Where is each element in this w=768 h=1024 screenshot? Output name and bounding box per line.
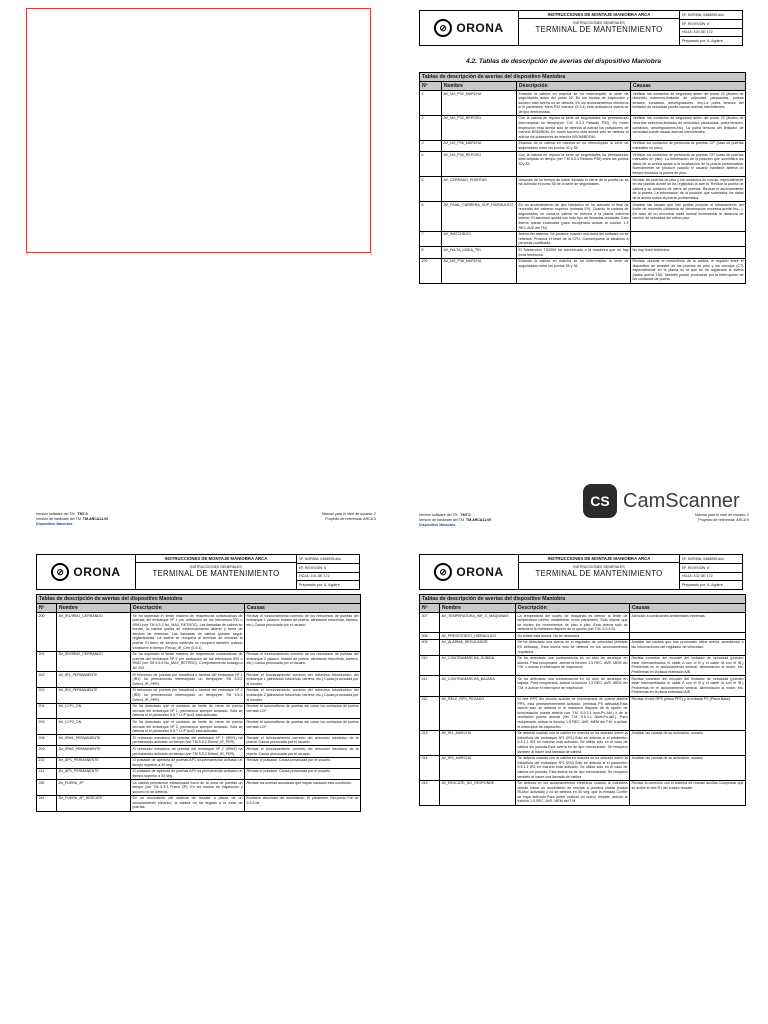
fault-name: AV_IR1_PERMANENTE	[57, 672, 131, 688]
table-row	[37, 735, 361, 746]
footer-page-99: Versión software del TM TM7.0 Manual para el nivel de usuario: 2 Versión de hardware del TM TM.ARCA11.00 Proyecto de referencia: ARCA II Dispositivo Maniobra	[36, 512, 376, 526]
fault-description: No existe esta avería. No se necesaria.	[516, 633, 630, 640]
fault-causes: Revisar, durante el movimiento de la cabina, el espacio entre el dispositivo de arrastre de las puertas de piso y los cerrojos (CT) especialmente en la planta en la que se ha registrado la avería (datos avería T.M). También puede producirse por la interrupción de los contactos de puerta	[632, 259, 744, 282]
fault-number: 8	[420, 247, 442, 258]
fault-causes: Revisar conexión del encoder del limitador de velocidad (pueden estar intercambiados el cable A con el B y el cable /A con el /B.) Problemas en el accionamiento vertical, alimentación al motor, etc. Problemas en la placa extensión A/B	[631, 676, 744, 695]
fault-causes	[631, 231, 746, 247]
fault-name: AV_IR2_MARCHA	[440, 755, 516, 780]
fault-description: Se ha detectado que el contacto de límite de cierre de puerta cerrada del embarque Nº 1, permanece siempre activado. Sólo se detecta si el parámetro 5.5.7 LCP Acc1 está activado.	[132, 704, 243, 718]
fault-name: AV_IR1/IRM1_CERRANDO	[57, 613, 131, 652]
table-row	[420, 152, 746, 177]
table-row	[420, 633, 746, 640]
fault-causes: Verificar los contactos de seguridad antes del punto 32 (finales de recorrido extremos,limitador de velocidad, paracaídas, polea tensora, contactos, amortiguadores,etc). La polea tensora del limitador de velocidad puede causar averías intermitentes.	[631, 115, 746, 140]
fault-causes: Verificar los contactos de presencia de puertas 'CP' (caso de puertas manuales en piso).	[632, 141, 744, 151]
fault-name: AV_NO_P35_REPOSO	[442, 152, 517, 177]
fault-description: Se ha detectado que el contacto de límite de cierre de puerta cerrada del embarque Nº 2, permanece siempre activado. Sólo se detecta si el parámetro 5.5.7 LCP Acc2 está activado.	[132, 719, 243, 734]
fault-number: 310	[420, 655, 440, 675]
fault-name: AV_PRESOSTATO_HIDRAULICO	[440, 633, 516, 640]
blank-region-frame	[26, 8, 371, 253]
fault-name: AV_IRM1_PERMANENTE	[57, 735, 131, 746]
fault-name: AV_IR2_PERMANENTE	[57, 687, 131, 703]
fault-causes: Revisar el funcionamiento correcto de los retrocesos de puertas del embarque 2 (atasco, estado de puerta, alineación fotocélula, barrera, etc.) Causa provocada por el usuario.	[245, 651, 361, 671]
fault-name: AV_LCP2_ON	[57, 719, 131, 735]
fault-description: Se detecta en los accionamientos eléctricos cuando la maniobra decide iniciar un movimiento de rescate a próxima planta (salida RLMov activada) y no se detecta en 30 seg. que la entrada CovRe se haya activado.Para poder realizar un nuevo rescate, activar la función 1.5 REC. AVE. MEM del T.M	[517, 781, 628, 804]
fault-description: Se ha superado el límite máximo de reaperturas consecutivas de puertas del embarque Nº 1 por activación de los retrocesos IR1 o IRM1 (ver TM 5.5.3 No_MAX_RETROC). Las llamadas de cabina se borran, la cabina queda de estacionamiento abierto y fuera de servicio de externas. Las llamadas de cabina quedan seguir registrándose. La avería se recupera al terminar de cerrarse la puerta. El fuero de servicio externas se recupera también cuando transcurre el tiempo Recup_IR_Cerr (5.5.4)	[132, 613, 243, 650]
fault-name: AV_WATCHDOG	[442, 231, 517, 247]
fault-causes: Revisar el automatismo de puertas así como los contactos de puerta cerrada LCP	[245, 703, 361, 719]
fault-causes: Revisar las averías asociadas que hayan causado esta condición.	[245, 780, 361, 796]
fault-number: 308	[420, 633, 440, 640]
fault-description: El relé RPS del circuito auxiliar de movimientos de puerta abierta PPS, esta permanentemente activado. (entrada PS activada).Esta avería solo se detecta si la maniobra dispone de la opción de isonivelación puerta abierta (ver T.M. 5.5.3.1 Ison.Pu.Abi.) o de la nivelación puerta abierta (ver T.M. 5.5.3.1 Nivel.Pu.Abi.). Para recuperarla, activar la función 1.5 REC. AVE. MEM del T.M. o activar el interruptor de inspección	[517, 697, 628, 729]
fault-table-page-102: Tablas de descripción de averías del dispositivo Maniobra Nº Nombre Descripción Causas 307 AV_TEMPERATURA_INF_C_MAQUINAS La temperatura del cuarto de máquinas es inferior al límite de temperatura inferior establecido como parámetro. Sólo impide que se inicien los movimientos de piso a piso. Esta avería sólo se detecta si la maniobra dispone de la opción (ver T.M. 5.3.4.5). Atención a condiciones ambientales extremas. 308 AV_PRESOSTATO_HIDRAULICO No existe esta avería. No se necesaria. 309 AV_ALARMA_REGULADOR Se ha detectado una avería en el regulador de velocidad (entrada E5 activada). Esta avería sólo se detecta en los accionamientos regulados. Analizar las causas que han provocado dicha avería, accediendo a las informaciones del regulador de velocidad. 310 AV_CONTRAMARCHA_SUBIDA Se ha detectado una contramarcha en un ciclo de arranque en subida. Para recuperarla, activar la función 1.5 REC. AVE. MEM del T.M. o activar el interruptor de inspección Revisar conexión del encoder del limitador de velocidad (pueden estar intercambiados el cable A con el B y el cable /A con el /B.) Problemas en el accionamiento vertical, alimentación al motor, etc. Problemas en la placa extensión A/B 311 AV_CONTRAMARCHA_BAJADA Se ha detectado una contramarcha en un ciclo de arranque en bajada. Para recuperarla, activar la función 1.5 REC. AVE. MEM del T.M. o activar el interruptor de inspección Revisar conexión del encoder del limitador de velocidad (pueden estar intercambiados el cable A con el B y el cable /A con el /B.) Problemas en el accionamiento vertical, alimentación al motor, etc. Problemas en la placa extensión A/B 312 AV_RELE_RPS_PEGADO El relé RPS del circuito auxiliar de movimientos de puerta abierta PPS, esta permanentemente activado. (entrada PS activada).Esta avería solo se detecta si la maniobra dispone de la opción de isonivelación puerta abierta (ver T.M. 5.5.3.1 Ison.Pu.Abi.) o de la nivelación puerta abierta (ver T.M. 5.5.3.1 Nivel.Pu.Abi.). Para recuperarla, activar la función 1.5 REC. AVE. MEM del T.M. o activar el interruptor de inspección Revisar el relé RPS (placa PPS) y la entrada PS (Placa Base). 313 AV_IR1_MARCHA Se detecta cuando con la cabina en marcha se ha actuado sobre la fotocélula del embarque Nº1 (IR1).Sólo se detecta si el parámetro 5.5.1.1 IR1 en marcha está activado. Se utiliza sólo en el caso de cabina sin puertas.Esta avería es de tipo memorizado. Se recupera también al hacer una llamada de cabina Analizar las causas de su activación, usuario 314 AV_IR2_MARCHA Se detecta cuando con la cabina en marcha se ha actuado sobre la fotocélula del embarque Nº2 (IR2).Sólo se detecta si el parámetro 5.5.1.1 IR2 en marcha está activado. Se utiliza sólo en el caso de cabina sin puertas. Esta avería es de tipo memorizado. Se recupera también al hacer una llamada de cabina Analizar las causas de su activación, usuario 315 AV_RESCATE_NO_RESPONDE Se detecta en los accionamientos eléctricos cuando la maniobra decide iniciar un movimiento de rescate a próxima planta (salida RLMov activada) y no se detecta en 30 seg. que la entrada CovRe se haya activado.Para poder realizar un nuevo rescate, activar la función 1.5 REC. AVE. MEM del T.M Revisar la conexión con el sistema de rescate auxiliar.Comprobar que se active el relé RJ del cuadro rescate	[419, 594, 746, 806]
fault-name: AV_AP2_PERMANENTE	[57, 768, 131, 779]
orona-logo: ⊘ ORONA	[420, 555, 519, 589]
fault-causes: Revisar el pulsador. Causa provocada por el usuario.	[245, 757, 361, 768]
table-row	[37, 719, 361, 735]
orona-logo-icon: ⊘	[434, 563, 452, 581]
fault-name: AV_IR2/IRM2_CERRANDO	[57, 651, 131, 671]
fault-name: AV_NO_P35_MARCHA	[442, 140, 517, 151]
fault-number: 204	[37, 703, 57, 719]
table-row	[37, 757, 361, 768]
fault-causes: Revisar el funcionamiento correcto del retroceso mecánico de la puerta. Causa provocada por el usuario.	[246, 735, 359, 745]
table-row	[37, 672, 361, 688]
fault-description: En un accionamiento de tipo hidráulico se ha activado el final de recorrido del extremo superior (entrada E9). Cuando la cadena de seguridades se cierra,la cabina se reenvía a la planta extrema inferior. El ascensor queda con todo tipo de llamadas anuladas. Esta avería queda enclavada (para recuperarla activar la función 1.5 REC.AVE del TM)	[518, 202, 629, 230]
section-title: 4.2. Tablas de descripción de averías del dispositivo Maniobra	[466, 58, 662, 65]
fault-number: 280	[37, 780, 57, 796]
fault-number: 3	[420, 140, 442, 151]
fault-causes: Revisar el relé RPS (placa PPS) y la entrada PS (Placa Base).	[630, 696, 746, 730]
fault-causes: Revisar conexión del encoder del limitador de velocidad (pueden estar intercambiados el cable A con el B y el cable /A con el /B.) Problemas en el accionamiento vertical, alimentación al motor, etc. Problemas en la placa extensión A/B	[631, 656, 744, 675]
fault-name: AV_NO_P32_MARCHA	[442, 91, 517, 116]
fault-causes: Revisar las puertas de piso y los contactos de cerrojo, especialmente en las plantas donde se ha registrado la avería. Revisar la puerta de cabina y su contacto de cierre de puertas. Revisar el accionamiento de la puerta. La información de la posición que suministra los datos de la avería indica la puerta problemática.	[632, 177, 744, 200]
fault-name: AV_NO_P36_MARCHA	[442, 258, 517, 283]
fault-causes: Analizar las causas que han podido producir el rebasamiento del límite de recorrido (distancia de deceleración excesiva,aceite frío...). En caso de no encontrar nada normal incrementar la distancia de cambio de velocidad del último piso	[631, 202, 746, 232]
table-row	[420, 91, 746, 116]
fault-description: El Teleservicio TS2000 ha comunicado a la maniobra que no hay línea telefónica.	[518, 247, 629, 257]
fault-causes: Revisar el funcionamiento correcto de los retrocesos de puertas del embarque 1 (atasco, estado de puerta, alineación fotocélula, barrera, etc.) Causa provocada por el usuario.	[245, 613, 361, 652]
fault-number: 312	[420, 696, 440, 730]
fault-causes: Verificar los contactos de seguridad antes del punto 32 (finales de recorrido extremos,limitador de velocidad, paracaídas, poleas tensora, contactos, amortiguadores, etc).La polea tensora del limitador de velocidad puede causar averías intermitentes.	[631, 91, 746, 116]
fault-name: AV_RELE_RPS_PEGADO	[440, 696, 516, 730]
table-row	[420, 676, 746, 696]
fault-name: AV_LCP1_ON	[57, 703, 131, 719]
fault-causes: Revisar el automatismo de puertas así como los contactos de puerta cerrada LCP	[245, 719, 361, 735]
table-row	[420, 755, 746, 780]
fault-number: 1	[420, 91, 442, 116]
fault-number: 211	[37, 768, 57, 779]
fault-description: Estando de la cabina en marcha se ha interrumpido la serie de seguridades entre los puntos 32 y 35.	[518, 141, 629, 151]
table-row	[420, 231, 746, 247]
orona-logo: ⊘ ORONA	[37, 555, 136, 589]
table-row	[37, 703, 361, 719]
table-row	[37, 746, 361, 757]
fault-name: AV_CONTRAMARCHA_SUBIDA	[440, 655, 516, 675]
fault-causes: Revisar el funcionamiento correcto del retroceso fotoeléctrico del embarque 2 (alineación fotocélula, barrera, etc.) Causa provocada por el usuario.	[246, 688, 359, 702]
fault-description: Avería del sistema. Se produce cuando una tarea del software no se refresca. Provoca el reset de la CPU. Comuníquese la situación a personal cualificado.	[518, 232, 629, 246]
fault-description: El retroceso mecánico de puertas del embarque Nº 2 (IRM2) ha permanecido activado un tiempo (ver TM 5.5.2 Detect_IR_PER).	[132, 746, 243, 756]
fault-name: AV_CERRADO_PUERTAS	[442, 177, 517, 202]
camscanner-icon: CS	[583, 484, 617, 518]
fault-name: AV_FUERA_ZP	[57, 780, 131, 796]
fault-number: 208	[37, 735, 57, 746]
fault-description: Se detecta cuando con la cabina en marcha se ha actuado sobre la fotocélula del embarque Nº1 (IR1).Sólo se detecta si el parámetro 5.5.1.1 IR1 en marcha está activado. Se utiliza sólo en el caso de cabina sin puertas.Esta avería es de tipo memorizado. Se recupera también al hacer una llamada de cabina	[517, 731, 628, 754]
table-row	[420, 696, 746, 730]
orona-logo-icon: ⊘	[434, 19, 452, 37]
fault-description: Después de un tiempo de haber iniciado el cierre de la puerta no se ha activado el punto 36 de la serie de seguridades.	[517, 177, 631, 202]
table-row	[37, 613, 361, 652]
fault-number: 209	[37, 746, 57, 757]
fault-description: Estando la cabina en marcha se ha interrumpido la serie de seguridades entre los puntos 35 y 36.	[517, 258, 631, 283]
fault-name: AV_FINAL_CARRERA_SUP_HIDRAULICO	[442, 202, 517, 232]
fault-number: 203	[37, 687, 57, 703]
table-row	[420, 202, 746, 232]
footer-page-100: Versión software del TM TM7.0 Manual para el nivel de usuario: 2 Versión de hardware del TM TM.ARCA11.00 Proyecto de referencia: ARCA II Dispositivo Maniobra	[419, 513, 749, 527]
fault-description: Con la cabina en reposo la serie de seguridades ha permanecido interrumpida un tiempo (ver T.M 5.3.3 Retardo P35) entre los puntos 32y 35.	[517, 152, 631, 177]
table-row	[420, 639, 746, 655]
table-row	[37, 780, 361, 796]
fault-table-page-101: Tablas de descripción de averías del dispositivo Maniobra Nº Nombre Descripción Causas 200 AV_IR1/IRM1_CERRANDO Se ha superado el límite máximo de reaperturas consecutivas de puertas del embarque Nº 1 por activación de los retrocesos IR1 o IRM1 (ver TM 5.5.3 No_MAX_RETROC). Las llamadas de cabina se borran, la cabina queda de estacionamiento abierto y fuera de servicio de externas. Las llamadas de cabina quedan seguir registrándose. La avería se recupera al terminar de cerrarse la puerta. El fuero de servicio externas se recupera también cuando transcurre el tiempo Recup_IR_Cerr (5.5.4) Revisar el funcionamiento correcto de los retrocesos de puertas del embarque 1 (atasco, estado de puerta, alineación fotocélula, barrera, etc.) Causa provocada por el usuario. 201 AV_IR2/IRM2_CERRANDO Se ha superado el límite máximo de reaperturas consecutivas de puertas del embarque Nº 2 por activación de los retrocesos IR2 o IRM2 (ver TM 5.5.3 No_MAX_RETROC). Comportamiento análogo a AV 200. Revisar el funcionamiento correcto de los retrocesos de puertas del embarque 2 (atasco, estado de puerta, alineación fotocélula, barrera, etc.) Causa provocada por el usuario. 202 AV_IR1_PERMANENTE El retroceso de puertas por fotocélula o barrera del embarque Nº 1 (IR1) ha permanecido interrumpido un tiempo(ver TM 5.5.2 Detect_IR_PER) Revisar el funcionamiento correcto del retroceso fotoeléctrico del embarque 1 (alineación fotocélula, barrera, etc.) Causa provocada por el usuario. 203 AV_IR2_PERMANENTE El retroceso de puertas por fotocélula o barrera del embarque Nº 2 (IR2) ha permanecido interrumpido un tiempo(ver TM 5.5.2 Detect_IR_PER) Revisar el funcionamiento correcto del retroceso fotoeléctrico del embarque 2 (alineación fotocélula, barrera, etc.) Causa provocada por el usuario. 204 AV_LCP1_ON Se ha detectado que el contacto de límite de cierre de puerta cerrada del embarque Nº 1, permanece siempre activado. Sólo se detecta si el parámetro 5.5.7 LCP Acc1 está activado. Revisar el automatismo de puertas así como los contactos de puerta cerrada LCP 205 AV_LCP2_ON Se ha detectado que el contacto de límite de cierre de puerta cerrada del embarque Nº 2, permanece siempre activado. Sólo se detecta si el parámetro 5.5.7 LCP Acc2 está activado. Revisar el automatismo de puertas así como los contactos de puerta cerrada LCP 208 AV_IRM1_PERMANENTE El retroceso mecánico de puertas del embarque Nº 1 (IRM1) ha permanecido activado un tiempo (ver TM 5.5.2 Detect_IR_PER). Revisar el funcionamiento correcto del retroceso mecánico de la puerta. Causa provocada por el usuario. 209 AV_IRM2_PERMANENTE El retroceso mecánico de puertas del embarque Nº 2 (IRM2) ha permanecido activado un tiempo (ver TM 5.5.2 Detect_IR_PER). Revisar el funcionamiento correcto del retroceso mecánico de la puerta. Causa provocada por el usuario. 210 AV_AP1_PERMANENTE El pulsador de apertura de puertas AP1 ha permanecido activado un tiempo superior a 30 seg. Revisar el pulsador. Causa provocada por el usuario. 211 AV_AP2_PERMANENTE El pulsador de apertura de puertas AP2 ha permanecido activado un tiempo superior a 30 seg. Revisar el pulsador. Causa provocada por el usuario. 280 AV_FUERA_ZP La cabina permanece estacionada fuera de la zona de puertas un tiempo (ver TM 5.3.3 Fuera ZP). En los modos de inspección y socorro no se detecta. Revisar las averías asociadas que hayan causado esta condición. 281 AV_FUERA_ZP_RESCATE En un movimiento del sistema de rescate a planta de un accionamiento eléctrico, la cabina no ha llegado a la zona de puertas. Excesivo velocidad del movimiento. El parámetro Ret.punto Fre de 5.3.3 de	[36, 594, 361, 812]
table-row	[420, 655, 746, 675]
table-row	[37, 651, 361, 671]
fault-number: 307	[420, 613, 440, 633]
camscanner-watermark: CS CamScanner	[583, 484, 740, 518]
fault-causes: Verificar los contactos de presencia de puertas 'CP' (caso de puertas manuales en piso). La información de la posición que suministra los datos de la avería,ayuda a la localización de la puerta problemática. Normalmente se produce cuando el usuario mantiene abierta un tiempo excesivo la puerta de piso.	[632, 152, 744, 175]
fault-description: Se ha superado el límite máximo de reaperturas consecutivas de puertas del embarque Nº 2 por activación de los retrocesos IR2 o IRM2 (ver TM 5.5.3 No_MAX_RETROC). Comportamiento análogo a AV 200.	[132, 652, 243, 671]
fault-name: AV_TEMPERATURA_INF_C_MAQUINAS	[440, 613, 516, 633]
orona-logo-icon: ⊘	[51, 563, 69, 581]
fault-description: El pulsador de apertura de puertas AP1 ha permanecido activado un tiempo superior a 30 seg.	[132, 758, 243, 767]
fault-number: 200	[37, 613, 57, 652]
fault-name: AV_FUERA_ZP_RESCATE	[57, 795, 131, 811]
fault-causes: Analizar las causas de su activación, usuario	[630, 730, 746, 755]
fault-number: 309	[420, 639, 440, 655]
fault-name: AV_IR1_MARCHA	[440, 730, 516, 755]
fault-description: Se ha detectado una contramarcha en un ciclo de arranque en subida. Para recuperarla, activar la función 1.5 REC. AVE. MEM del T.M. o activar el interruptor de inspección	[516, 655, 630, 675]
fault-causes: Excesivo velocidad del movimiento. El parámetro Ret.punto Fre de 5.3.3 de	[245, 795, 361, 811]
table-row	[420, 613, 746, 633]
orona-logo: ⊘ ORONA	[420, 11, 519, 45]
fault-description: Estando la cabina en marcha se ha interrumpido la serie de seguridades antes del punto 32. En los modos de inspección y socorro esta avería no se detecta. En los accionamientos eléctricos si el parámetro 'Mem.P32 marcha' (5.3.4) está activado,la avería se de tipo memorizado.	[518, 91, 629, 114]
fault-description: Con la cabina en reposo la serie de seguridades ha permanecido interrumpida un tiempo(ver T.M. 5.3.3 Retardo P32). En modo inspección esta avería sólo se detecta al activar los pulsadores de marcha BSM/BDM. En modo socorro esta avería sólo se detecta al activar los pulsadores de marcha BSOM/BDOM.	[518, 116, 629, 139]
fault-number: 311	[420, 676, 440, 696]
fault-number: 205	[37, 719, 57, 735]
table-row	[37, 768, 361, 779]
fault-name: AV_AP1_PERMANENTE	[57, 757, 131, 768]
fault-number: 313	[420, 730, 440, 755]
page-header-102: ⊘ ORONA INSTRUCCIONES DE MONTAJE MANIOBRA ARCA INSTRUCCIONES GENERALES TERMINAL DE MANTENIMIENTO Nº. NORMA: 0466005.doc Nº. REVISIÓN: 8 HOJA: 102 DE 172 Preparado por: &. Aguirre	[419, 554, 743, 590]
fault-table-page-100: Tablas de descripción de averías del dispositivo Maniobra Nº Nombre Descripción Causas 1 AV_NO_P32_MARCHA Estando la cabina en marcha se ha interrumpido la serie de seguridades antes del punto 32. En los modos de inspección y socorro esta avería no se detecta. En los accionamientos eléctricos si el parámetro 'Mem.P32 marcha' (5.3.4) está activado,la avería se de tipo memorizado. Verificar los contactos de seguridad antes del punto 32 (finales de recorrido extremos,limitador de velocidad, paracaídas, poleas tensora, contactos, amortiguadores, etc).La polea tensora del limitador de velocidad puede causar averías intermitentes. 2 AV_NO_P32_REPOSO Con la cabina en reposo la serie de seguridades ha permanecido interrumpida un tiempo(ver T.M. 5.3.3 Retardo P32). En modo inspección esta avería sólo se detecta al activar los pulsadores de marcha BSM/BDM. En modo socorro esta avería sólo se detecta al activar los pulsadores de marcha BSOM/BDOM. Verificar los contactos de seguridad antes del punto 32 (finales de recorrido extremos,limitador de velocidad, paracaídas, polea tensora, contactos, amortiguadores,etc). La polea tensora del limitador de velocidad puede causar averías intermitentes. 3 AV_NO_P35_MARCHA Estando de la cabina en marcha se ha interrumpido la serie de seguridades entre los puntos 32 y 35. Verificar los contactos de presencia de puertas 'CP' (caso de puertas manuales en piso). 4 AV_NO_P35_REPOSO Con la cabina en reposo la serie de seguridades ha permanecido interrumpida un tiempo (ver T.M 5.3.3 Retardo P35) entre los puntos 32y 35. Verificar los contactos de presencia de puertas 'CP' (caso de puertas manuales en piso). La información de la posición que suministra los datos de la avería,ayuda a la localización de la puerta problemática. Normalmente se produce cuando el usuario mantiene abierta un tiempo excesivo la puerta de piso. 5 AV_CERRADO_PUERTAS Después de un tiempo de haber iniciado el cierre de la puerta no se ha activado el punto 36 de la serie de seguridades. Revisar las puertas de piso y los contactos de cerrojo, especialmente en las plantas donde se ha registrado la avería. Revisar la puerta de cabina y su contacto de cierre de puertas. Revisar el accionamiento de la puerta. La información de la posición que suministra los datos de la avería indica la puerta problemática. 6 AV_FINAL_CARRERA_SUP_HIDRAULICO En un accionamiento de tipo hidráulico se ha activado el final de recorrido del extremo superior (entrada E9). Cuando la cadena de seguridades se cierra,la cabina se reenvía a la planta extrema inferior. El ascensor queda con todo tipo de llamadas anuladas. Esta avería queda enclavada (para recuperarla activar la función 1.5 REC.AVE del TM) Analizar las causas que han podido producir el rebasamiento del límite de recorrido (distancia de deceleración excesiva,aceite frío...). En caso de no encontrar nada normal incrementar la distancia de cambio de velocidad del último piso 7 AV_WATCHDOG Avería del sistema. Se produce cuando una tarea del software no se refresca. Provoca el reset de la CPU. Comuníquese la situación a personal cualificado. 8 AV_FALTA_LINEA_TEL El Teleservicio TS2000 ha comunicado a la maniobra que no hay línea telefónica. No hay línea telefónica. 100 AV_NO_P36_MARCHA Estando la cabina en marcha se ha interrumpido la serie de seguridades entre los puntos 35 y 36. Revisar, durante el movimiento de la cabina, el espacio entre el dispositivo de arrastre de las puertas de piso y los cerrojos (CT) especialmente en la planta en la que se ha registrado la avería (datos avería T.M). También puede producirse por la interrupción de los contactos de puerta	[419, 72, 746, 284]
fault-name: AV_FALTA_LINEA_TEL	[442, 247, 517, 258]
fault-number: 202	[37, 672, 57, 688]
table-row	[420, 730, 746, 755]
fault-causes: Revisar el funcionamiento correcto del retroceso fotoeléctrico del embarque 1 (alineación fotocélula, barrera, etc.) Causa provocada por el usuario.	[246, 672, 359, 686]
fault-number: 6	[420, 202, 442, 232]
fault-description: La temperatura del cuarto de máquinas es inferior al límite de temperatura inferior establecido como parámetro. Sólo impide que se inicien los movimientos de piso a piso. Esta avería sólo se detecta si la maniobra dispone de la opción (ver T.M. 5.3.4.5).	[517, 613, 628, 632]
fault-description: Se detecta cuando con la cabina en marcha se ha actuado sobre la fotocélula del embarque Nº2 (IR2).Sólo se detecta si el parámetro 5.5.1.1 IR2 en marcha está activado. Se utiliza sólo en el caso de cabina sin puertas. Esta avería es de tipo memorizado. Se recupera también al hacer una llamada de cabina	[517, 756, 628, 779]
fault-causes: Revisar el funcionamiento correcto del retroceso mecánico de la puerta. Causa provocada por el usuario.	[246, 746, 359, 756]
fault-causes: Analizar las causas que han provocado dicha avería, accediendo a las informaciones del regulador de velocidad.	[630, 639, 746, 655]
fault-description: Se ha detectado una avería en el regulador de velocidad (entrada E5 activada). Esta avería sólo se detecta en los accionamientos regulados.	[517, 640, 628, 654]
table-row	[37, 687, 361, 703]
table-row	[420, 247, 746, 258]
fault-number: 201	[37, 651, 57, 671]
fault-causes: Revisar la conexión con el sistema de rescate auxiliar.Comprobar que se active el relé RJ del cuadro rescate	[630, 780, 746, 805]
page-header-101: ⊘ ORONA INSTRUCCIONES DE MONTAJE MANIOBRA ARCA INSTRUCCIONES GENERALES TERMINAL DE MANTENIMIENTO Nº. NORMA: 0466005.doc Nº. REVISIÓN: 8 HOJA: 101 DE 172 Preparado por: &. Aguirre	[36, 554, 360, 590]
fault-number: 281	[37, 795, 57, 811]
fault-causes: Analizar las causas de su activación, usuario	[630, 755, 746, 780]
fault-causes	[630, 633, 746, 640]
fault-number: 7	[420, 231, 442, 247]
fault-name: AV_IRM2_PERMANENTE	[57, 746, 131, 757]
page-header-100: ⊘ ORONA INSTRUCCIONES DE MONTAJE MANIOBRA ARCA INSTRUCCIONES GENERALES TERMINAL DE MANTENIMIENTO Nº. NORMA: 0466005.doc Nº. REVISIÓN: 8 HOJA: 100 DE 172 Preparado por: &. Aguirre	[419, 10, 743, 46]
table-row	[420, 177, 746, 202]
fault-description: En un movimiento del sistema de rescate a planta de un accionamiento eléctrico, la cabina no ha llegado a la zona de puertas.	[132, 796, 243, 810]
fault-name: AV_ALARMA_REGULADOR	[440, 639, 516, 655]
fault-number: 315	[420, 780, 440, 805]
fault-name: AV_CONTRAMARCHA_BAJADA	[440, 676, 516, 696]
fault-name: AV_RESCATE_NO_RESPONDE	[440, 780, 516, 805]
table-row	[420, 780, 746, 805]
fault-description: El pulsador de apertura de puertas AP2 ha permanecido activado un tiempo superior a 30 seg.	[132, 769, 243, 778]
fault-description: El retroceso mecánico de puertas del embarque Nº 1 (IRM1) ha permanecido activado un tiempo (ver TM 5.5.2 Detect_IR_PER).	[132, 735, 243, 745]
fault-description: El retroceso de puertas por fotocélula o barrera del embarque Nº 2 (IR2) ha permanecido interrumpido un tiempo(ver TM 5.5.2 Detect_IR_PER)	[132, 688, 243, 702]
fault-number: 210	[37, 757, 57, 768]
table-row	[420, 115, 746, 140]
table-row	[420, 258, 746, 283]
fault-number: 100	[420, 258, 442, 283]
fault-causes: Atención a condiciones ambientales extremas.	[630, 613, 746, 633]
fault-description: La cabina permanece estacionada fuera de la zona de puertas un tiempo (ver TM 5.3.3 Fuera ZP). En los modos de inspección y socorro no se detecta.	[132, 780, 243, 794]
fault-description: Se ha detectado una contramarcha en un ciclo de arranque en bajada. Para recuperarla, activar la función 1.5 REC. AVE. MEM del T.M. o activar el interruptor de inspección	[516, 676, 630, 696]
table-row	[420, 140, 746, 151]
fault-number: 4	[420, 152, 442, 177]
fault-number: 314	[420, 755, 440, 780]
fault-causes: Revisar el pulsador. Causa provocada por el usuario.	[245, 768, 361, 779]
fault-name: AV_NO_P32_REPOSO	[442, 115, 517, 140]
table-row	[37, 795, 361, 811]
fault-description: El retroceso de puertas por fotocélula o barrera del embarque Nº 1 (IR1) ha permanecido interrumpido un tiempo(ver TM 5.5.2 Detect_IR_PER)	[132, 672, 243, 686]
fault-causes: No hay línea telefónica.	[631, 247, 746, 258]
fault-number: 5	[420, 177, 442, 202]
fault-number: 2	[420, 115, 442, 140]
